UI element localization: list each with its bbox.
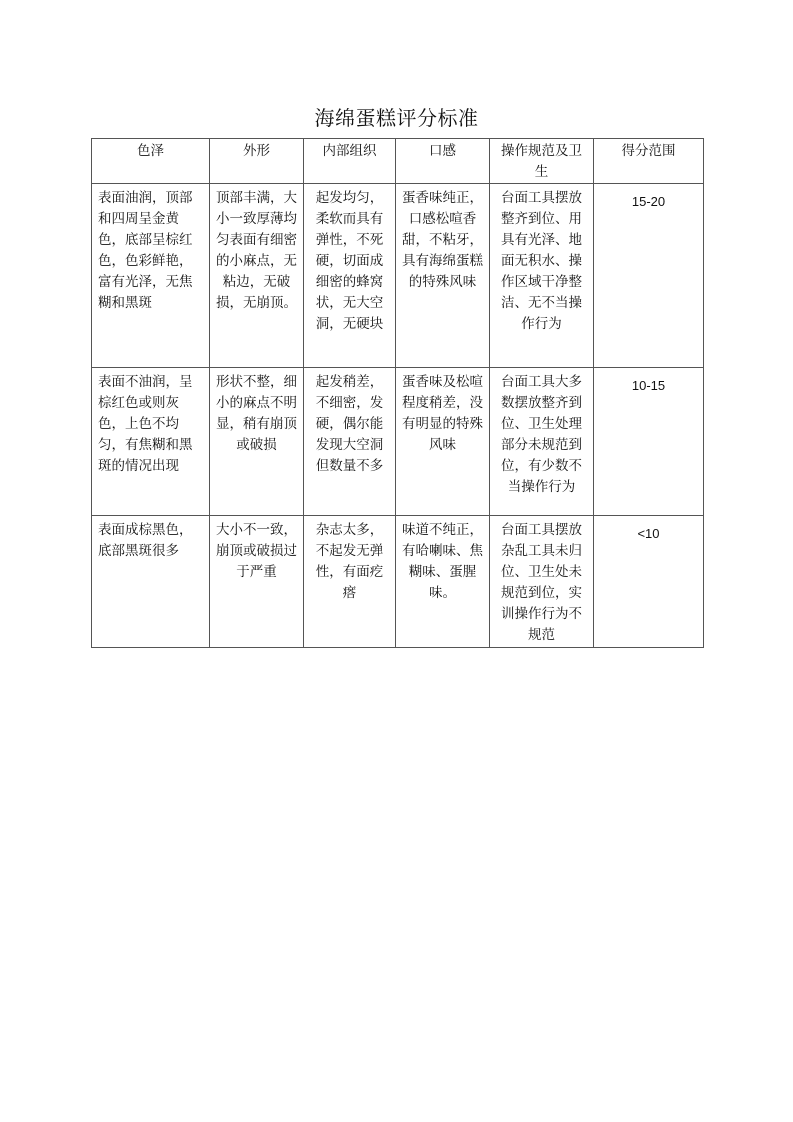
header-operation-hygiene: 操作规范及卫生: [490, 139, 594, 184]
cell-operation-hygiene: 台面工具大多数摆放整齐到位、卫生处理部分未规范到位，有少数不当操作行为: [490, 368, 594, 516]
cell-score-range: 10-15: [594, 368, 704, 516]
cell-internal-structure: 杂志太多，不起发无弹性，有面疙瘩: [304, 516, 396, 648]
cell-operation-hygiene: 台面工具摆放整齐到位、用具有光泽、地面无积水、操作区域干净整洁、无不当操作行为: [490, 184, 594, 368]
cell-internal-structure: 起发均匀，柔软而具有弹性，不死硬，切面成细密的蜂窝状，无大空洞，无硬块: [304, 184, 396, 368]
header-internal-structure: 内部组织: [304, 139, 396, 184]
cell-taste: 蛋香味及松喧程度稍差，没有明显的特殊风味: [396, 368, 490, 516]
table-row: [92, 516, 704, 648]
cell-color: 表面不油润，呈棕红色或则灰色，上色不均匀，有焦糊和黑斑的情况出现: [92, 368, 210, 516]
cell-operation-hygiene: 台面工具摆放杂乱工具未归位、卫生处未规范到位，实训操作行为不规范: [490, 516, 594, 648]
cell-color: 表面成棕黑色，底部黑斑很多: [92, 516, 210, 648]
header-color: 色泽: [92, 139, 210, 184]
cell-score-range: 15-20: [594, 184, 704, 368]
header-score-range: 得分范围: [594, 139, 704, 184]
header-taste: 口感: [396, 139, 490, 184]
cell-shape: 大小不一致，崩顶或破损过于严重: [210, 516, 304, 648]
scoring-table: [91, 138, 704, 648]
cell-shape: 形状不整，细小的麻点不明显，稍有崩顶或破损: [210, 368, 304, 516]
table-row: [92, 184, 704, 368]
cell-taste: 味道不纯正，有哈喇味、焦糊味、蛋腥味。: [396, 516, 490, 648]
table-row: [92, 368, 704, 516]
cell-score-range: <10: [594, 516, 704, 648]
table-header-row: [92, 139, 704, 184]
header-shape: 外形: [210, 139, 304, 184]
cell-taste: 蛋香味纯正，口感松喧香甜，不粘牙，具有海绵蛋糕的特殊风味: [396, 184, 490, 368]
cell-shape: 顶部丰满，大小一致厚薄均匀表面有细密的小麻点，无粘边，无破损，无崩顶。: [210, 184, 304, 368]
cell-color: 表面油润，顶部和四周呈金黄色，底部呈棕红色，色彩鲜艳，富有光泽，无焦糊和黑斑: [92, 184, 210, 368]
cell-internal-structure: 起发稍差，不细密，发硬，偶尔能发现大空洞但数量不多: [304, 368, 396, 516]
page-title: 海绵蛋糕评分标准: [314, 106, 479, 130]
